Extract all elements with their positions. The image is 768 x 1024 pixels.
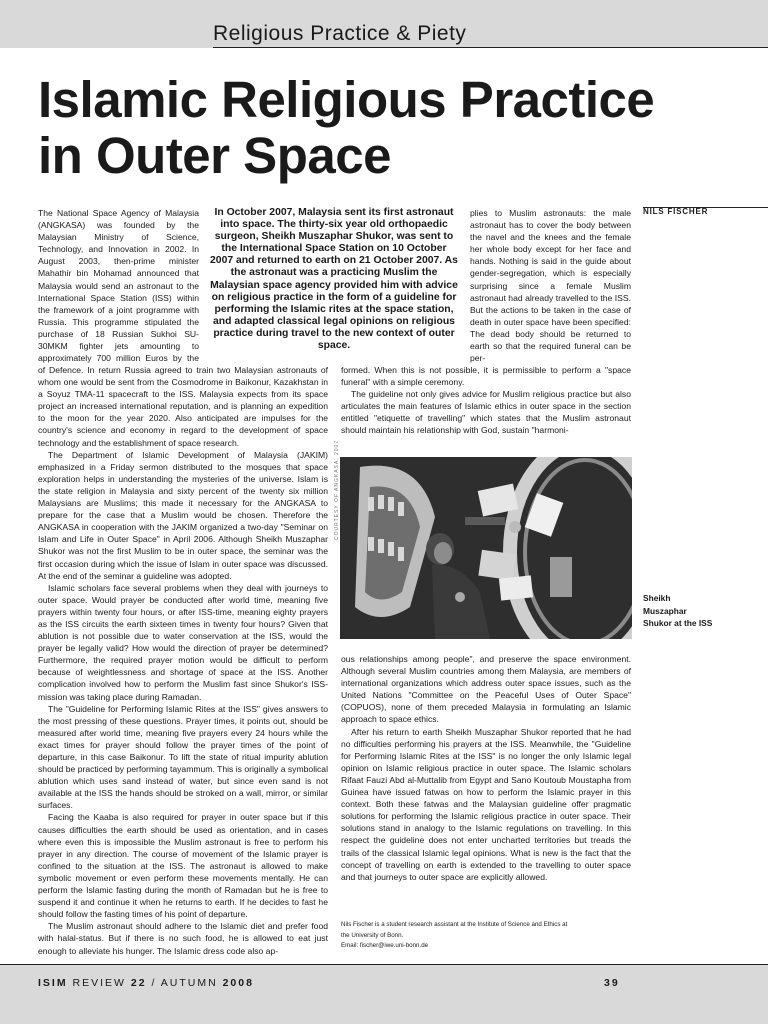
column-1-top	[38, 207, 199, 364]
author-bio	[341, 920, 621, 952]
title-line-2: in Outer Space	[38, 127, 391, 184]
page-number: 39	[604, 977, 620, 989]
paragraph: The "Guideline for Performing Islamic Rites at the ISS" gives answers to the most pressing of these questions. Prayer times, it points out, should be measured after world time, meaning five prayers every 24 hours while the exact times for prayer should follow the prayer times of the point of departure, in this case Baikonur. To lift the state of ritual impurity ablution should be practiced by performing tayammum. This is originally a symbolical ablution which uses sand instead of water, but since even sand is not available at the ISS the hands should be stroked on a wall, mirror, or similar surfaces.	[38, 703, 328, 811]
bio-line: Nils Fischer is a student research assistant at the Institute of Science and Ethics at	[341, 921, 568, 928]
paragraph: The Muslim astronaut should adhere to the Islamic diet and prefer food with halal-status. But if there is no such food, he is allowed to eat just enough to alleviate his hunger. The Islamic dress code also ap-	[38, 921, 328, 956]
paragraph: The Department of Islamic Development of Malaysia (JAKIM) emphasized in a Friday sermon distributed to the mosques that space exploration helps in understanding the mysteries of the universe. Islam is the state religion in Malaysia and sixty percent of the twenty six million Malaysians are Muslims; this made it necessary for the ANGKASA to prepare for the case that a Muslim would be chosen. Therefore the ANGKASA in cooperation with the JAKIM organized a two-day "Seminar on Islam and Life in Outer Space" in April 2006. Although Sheikh Muszaphar Shukor was not the first Muslim to be in outer space, the seminar was the first occasion during which the issue of Islam in outer space was discussed. At the end of the seminar a guideline was adopted.	[38, 449, 328, 581]
photo-illustration	[340, 457, 632, 639]
astronaut-photo	[340, 457, 632, 639]
paragraph: Islamic scholars face several problems when they deal with journeys to outer space. Would prayer be conducted after world time, meaning five prayers within twenty four hours, or after ISS-time, meaning eighty prayers as the ISS circuits the earth sixteen times in twenty four hours? Given that ablution is not possible due to water conservation at the ISS, would the prayer be legally valid? How would the direction of prayer be determined? Furthermore, the required prayer motion would be difficult to perform because of weightlessness and shortage of space at the ISS. Another complication involved how to perform the Muslim fast since Shukor's ISS-mission was taking place during Ramadan.	[38, 582, 328, 702]
journal-name: ISIM	[38, 977, 68, 989]
paragraph: plies to Muslim astronauts: the male astronaut has to cover the body between the navel and the knees and the female her whole body except for her face and hands. Nothing is said in the guide about gender-segregation, which is especially surprising since a female Muslim astronaut had already travelled to the ISS. But the actions to be taken in the case of death in outer space have been specified: The dead body should be returned to earth so that the required funeral can be per-	[470, 208, 631, 364]
photo-caption: Sheikh Muszaphar Shukor at the ISS	[643, 593, 713, 629]
issue-number: 22	[130, 977, 147, 989]
section-rule	[213, 47, 768, 48]
paragraph: Facing the Kaaba is also required for prayer in outer space but if this causes difficulties the earth should be used as orientation, and in cases where even this is impossible the Muslim astronaut is free to perform his prayer in any direction. The course of movement of the Islamic prayer is confined to the situation at the ISS. The astronaut is allowed to make symbolic movement or even perform these movements mentally. He can perform the Islamic fasting during the month of Ramadan but he is free to suspend it and continue it when he returns to earth. If he decides to fast he should follow the fasting times of his point of departure.	[38, 812, 328, 920]
photo-credit: COURTESY OF ANGKASA, 2007	[334, 439, 340, 540]
title-line-1: Islamic Religious Practice	[38, 71, 655, 128]
footer-band	[0, 965, 768, 1024]
paragraph: After his return to earth Sheikh Muszaphar Shukor reported that he had no difficulties performing his prayers at the ISS. Meanwhile, the "Guideline for Performing Islamic Rites at the ISS" is no longer the only Islamic legal opinion on Islamic religious practice in outer space. The Islamic scholars Rifaat Fauzi Abd al-Muttalib from Egypt and Sano Koutoub Moustapha from Guinea have issued fatwas on how to perform the Islamic prayer in this context. Both these fatwas and the Malaysian guideline offer pragmatic solutions for performing the Islamic religious practice in outer space. Their solutions stand in analogy to the Islamic regulations on travelling. In this respect the guideline does not enter uncharted territories but treads the trails of the classical Islamic legal opinions. What is new is the fact that the concept of travelling on earth is extended to the travelling to outer space and that journeys to outer space are explicitly allowed.	[341, 726, 631, 882]
journal-review: REVIEW	[72, 977, 126, 989]
author-name: NILS FISCHER	[643, 207, 709, 216]
column-2-bottom	[341, 653, 631, 907]
bio-line: the University of Bonn.	[341, 931, 404, 939]
column-1-bottom	[38, 364, 328, 956]
paragraph: ous relationships among people", and preserve the space environment. Although several Muslim countries among them Malaysia, are members of international organizations which address outer space issues, such as the United Nations "Committee on the Peaceful Uses of Outer Space" (COPUOS), none of them preceded Malaysia in formulating an Islamic approach to space ethics.	[341, 654, 631, 725]
lead-paragraph: In October 2007, Malaysia sent its first astronaut into space. The thirty-six year old orthopaedic surgeon, Sheikh Muszaphar Shukor, was sent to the International Space Station on 10 October 2007 and returned to earth on 21 October 2007. As the astronaut was a practicing Muslim the Malaysian space agency provided him with advice on religious practice in the form of a guideline for performing the Islamic rites at the space station, and adapted classical legal opinions on religious practice during travel to the new context of outer space.	[210, 207, 458, 352]
footer-separator: /	[151, 977, 157, 989]
journal-footer	[38, 977, 254, 989]
bio-email[interactable]: Email: fischer@iwe.uni-bonn.de	[341, 942, 429, 950]
issue-year: 2008	[222, 977, 254, 989]
issue-season: AUTUMN	[160, 977, 218, 989]
paragraph: of Defence. In return Russia agreed to train two Malaysian astronauts of whom one would be sent from the Cosmodrome in Baikonur, Kazakhstan in a Soyuz TMA-11 spacecraft to the ISS. Malaysia expects from its space project an increased international reputation, and is planning an expedition to the moon for the year 2020. Also anticipated are impulses for the country's science and economy in regard to the development of space technology and the establishment of space research.	[38, 365, 328, 448]
section-label: Religious Practice & Piety	[213, 22, 467, 45]
paragraph: The National Space Agency of Malaysia (ANGKASA) was founded by the Malaysian Ministry of Science, Technology, and Innovation in 2002. In August 2003, then-prime minister Mahathir bin Mohamad announced that Malaysia would send an astronaut to the International Space Station (ISS) within the framework of a joint programme with Russia. This programme stipulated the purchase of 18 Russian Sukhoi SU-30MKM fighter jets amounting to approximately 700 million Euros by the	[38, 208, 199, 364]
article-title	[38, 72, 738, 184]
column-3-top	[470, 207, 631, 364]
paragraph: The guideline not only gives advice for Muslim religious practice but also articulates the main features of Islamic ethics in outer space in the section entitled "etiquette of travelling" which states that the Muslim astronaut should maintain his relationship with God, sustain "harmoni-	[341, 389, 631, 436]
column-2-middle	[341, 364, 631, 448]
paragraph: formed. When this is not possible, it is permissible to perform a "space funeral" with a simple ceremony.	[341, 365, 631, 388]
